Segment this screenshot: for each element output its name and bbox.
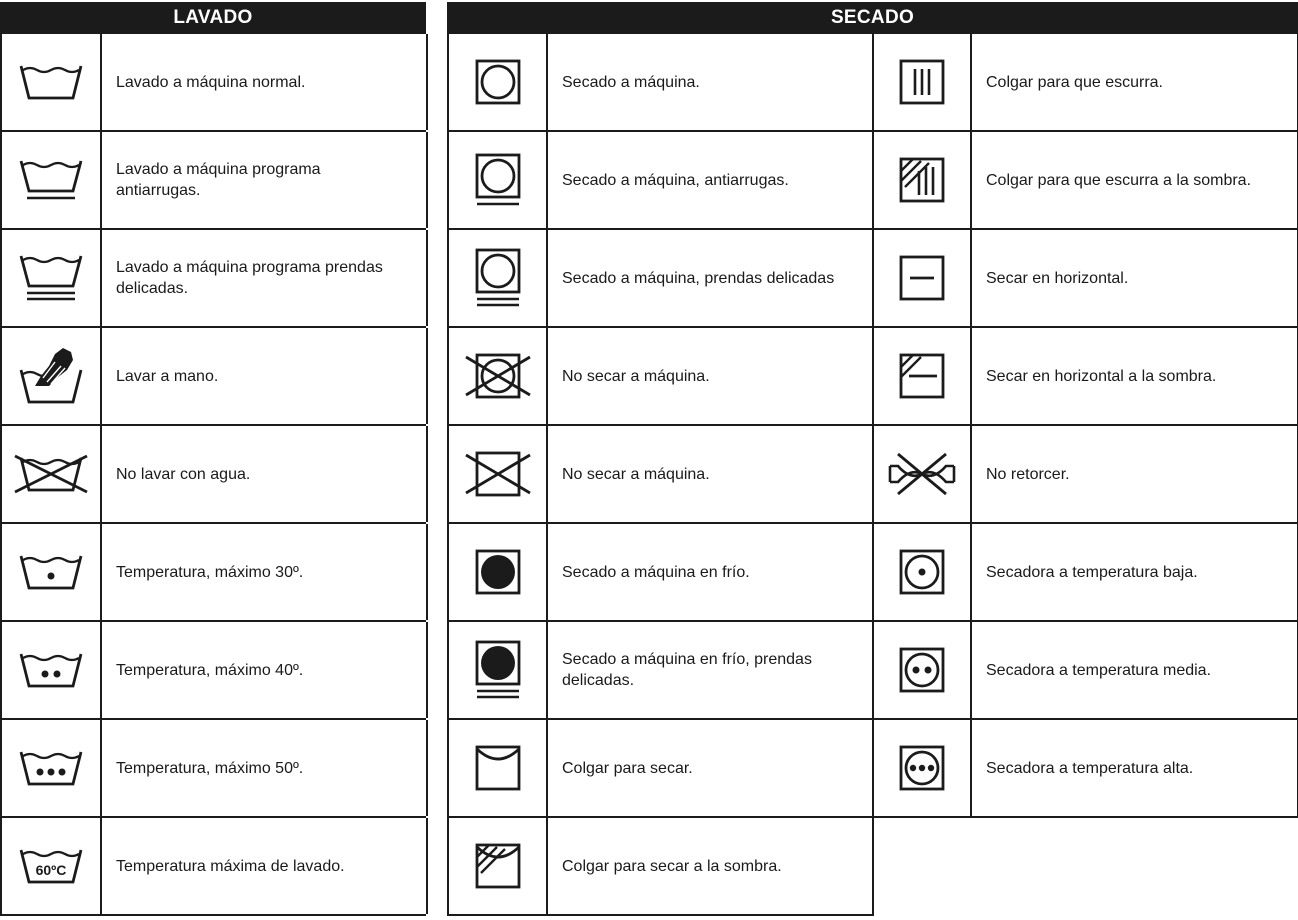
table-row (449, 524, 874, 622)
table-row (2, 426, 426, 524)
table-row (2, 622, 426, 720)
table-row (449, 426, 874, 524)
row-text: No secar a máquina. (562, 465, 710, 483)
tumble-dry-cold-icon (475, 549, 521, 595)
row-text: Colgar para secar a la sombra. (562, 857, 782, 875)
wash-tub-one-bar-icon (19, 157, 83, 203)
row-text: Lavado a máquina programa prendas delicadas. (116, 259, 383, 297)
drip-dry-icon (899, 59, 945, 105)
row-text: Colgar para que escurra a la sombra. (986, 171, 1252, 189)
wash-tub-icon (19, 62, 83, 102)
dry-flat-icon (899, 255, 945, 301)
line-dry-shade-icon (475, 843, 521, 889)
lavado-header: LAVADO (0, 2, 426, 34)
table-row (2, 720, 426, 818)
row-text: Secadora a temperatura alta. (986, 759, 1194, 777)
hand-wash-icon (19, 346, 83, 406)
row-text: Secado a máquina, prendas delicadas (562, 269, 835, 287)
lavado-panel (0, 2, 426, 916)
table-row (449, 720, 874, 818)
tumble-dry-two-bars-icon (475, 248, 521, 308)
table-row (449, 818, 874, 916)
row-text: Secar en horizontal a la sombra. (986, 367, 1217, 385)
table-row (449, 622, 874, 720)
wash-three-dots-icon (19, 748, 83, 788)
tumble-dry-icon (475, 59, 521, 105)
table-row (874, 622, 1298, 720)
wash-temp-label: 60ºC (35, 862, 67, 878)
table-row (874, 328, 1298, 426)
row-text: Secado a máquina. (562, 73, 700, 91)
table-row (874, 426, 1298, 524)
row-text: Temperatura, máximo 30º. (116, 563, 304, 581)
tumble-dry-high-icon (899, 745, 945, 791)
do-not-tumble-dry-icon (464, 353, 532, 399)
row-text: Secadora a temperatura media. (986, 661, 1212, 679)
table-row (874, 720, 1298, 818)
row-text: No secar a máquina. (562, 367, 710, 385)
row-text: Lavado a máquina normal. (116, 73, 306, 91)
table-row (2, 230, 426, 328)
row-text: Lavado a máquina programa antiarrugas. (116, 161, 321, 199)
table-row (449, 328, 874, 426)
row-text: Temperatura máxima de lavado. (116, 857, 345, 875)
secado-table-left (447, 34, 874, 916)
tumble-dry-medium-icon (899, 647, 945, 693)
table-row (2, 524, 426, 622)
do-not-wring-icon (886, 452, 958, 496)
table-row (2, 328, 426, 426)
table-row (449, 230, 874, 328)
table-row (874, 132, 1298, 230)
wash-60c-icon (19, 846, 83, 886)
row-text: No lavar con agua. (116, 465, 251, 483)
row-text: No retorcer. (986, 465, 1070, 483)
drip-dry-shade-icon (899, 157, 945, 203)
wash-tub-two-bars-icon (19, 252, 83, 304)
secado-panel (447, 2, 1298, 916)
secado-header: SECADO (447, 2, 1298, 34)
row-text: Secar en horizontal. (986, 269, 1129, 287)
wash-one-dot-icon (19, 552, 83, 592)
table-row (449, 34, 874, 132)
row-text: Temperatura, máximo 50º. (116, 759, 304, 777)
dry-flat-shade-icon (899, 353, 945, 399)
do-not-wash-icon (13, 454, 89, 494)
table-row (2, 818, 426, 916)
do-not-dry-icon (464, 451, 532, 497)
table-row (449, 132, 874, 230)
wash-two-dots-icon (19, 650, 83, 690)
line-dry-icon (475, 745, 521, 791)
tumble-dry-one-bar-icon (475, 153, 521, 207)
table-row (2, 34, 426, 132)
table-row (2, 132, 426, 230)
row-text: Lavar a mano. (116, 367, 219, 385)
row-text: Secadora a temperatura baja. (986, 563, 1198, 581)
row-text: Secado a máquina en frío, prendas delicadas. (562, 651, 812, 689)
row-text: Colgar para que escurra. (986, 73, 1163, 91)
tumble-dry-low-icon (899, 549, 945, 595)
tumble-dry-cold-two-bars-icon (475, 640, 521, 700)
row-text: Temperatura, máximo 40º. (116, 661, 304, 679)
table-row (874, 524, 1298, 622)
row-text: Colgar para secar. (562, 759, 693, 777)
row-text: Secado a máquina, antiarrugas. (562, 171, 789, 189)
table-row (874, 230, 1298, 328)
lavado-table (0, 34, 426, 916)
secado-table-right (874, 34, 1298, 916)
row-text: Secado a máquina en frío. (562, 563, 750, 581)
table-row (874, 34, 1298, 132)
